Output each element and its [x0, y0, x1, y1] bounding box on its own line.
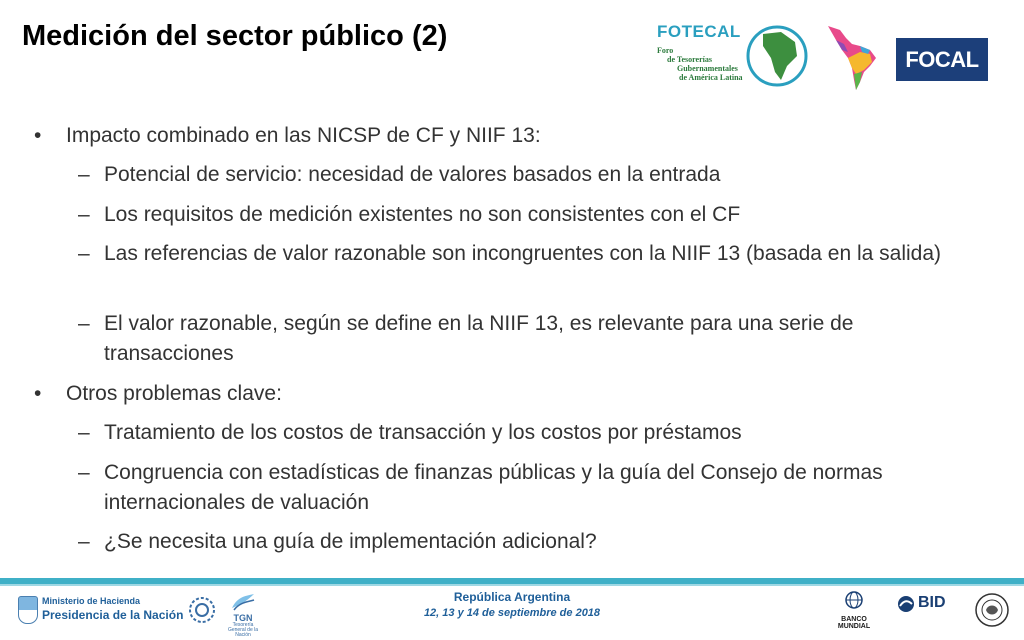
event-dates: 12, 13 y 14 de septiembre de 2018 [423, 607, 601, 619]
dash-marker: – [78, 203, 90, 226]
south-america-map-icon [745, 22, 809, 90]
sub-bullet-item: Potencial de servicio: necesidad de valores basados en la entrada [104, 163, 721, 186]
bullet-item: Impacto combinado en las NICSP de CF y NIIF 13: [66, 124, 541, 147]
focal-logo: FOCAL [896, 38, 988, 81]
bid-name: BID [918, 594, 946, 611]
dash-marker: – [78, 163, 90, 186]
tgn-logo [226, 592, 260, 638]
bullet-item: Otros problemas clave: [66, 382, 282, 405]
globe-icon [844, 590, 864, 610]
sub-bullet-item: El valor razonable, según se define en la NIIF 13, es relevante para una serie de transacciones [104, 312, 854, 365]
latin-america-map-icon [826, 22, 886, 92]
sub-bullet-item: Los requisitos de medición existentes no son consistentes con el CF [104, 203, 741, 226]
fotecal-logo [655, 22, 815, 92]
banco-mundial-logo [826, 590, 882, 630]
event-info [380, 590, 644, 619]
dash-marker: – [78, 530, 90, 553]
flag-swoosh-icon [230, 592, 256, 612]
presidency-name: Presidencia de la Nación [42, 608, 184, 622]
dash-marker: – [78, 461, 90, 484]
gear-seal-icon [188, 596, 216, 624]
fotecal-line: de América Latina [679, 73, 743, 82]
fotecal-line: Foro [657, 46, 674, 55]
imf-seal-icon [974, 592, 1010, 628]
tgn-subtitle: Tesorería General de la Nación [227, 622, 259, 638]
slide-title: Medición del sector público (2) [22, 20, 448, 52]
ministry-name: Ministerio de Hacienda [42, 596, 141, 606]
sub-bullet-item: Las referencias de valor razonable son incongruentes con la NIIF 13 (basada en la salida) [104, 242, 941, 265]
sub-bullet-item: Congruencia con estadísticas de finanzas públicas y la guía del Consejo de normas internacionales de valuación [104, 461, 883, 514]
dash-marker: – [78, 421, 90, 444]
dash-marker: – [78, 312, 90, 335]
fotecal-name: FOTECAL [657, 22, 741, 41]
tgn-label: TGN [233, 613, 253, 623]
bid-emblem-icon [896, 594, 916, 614]
country-label: República Argentina [453, 590, 571, 604]
banco-mundial-name: BANCO MUNDIAL [837, 616, 871, 630]
bullet-marker: • [34, 124, 42, 147]
fotecal-line: Gubernamentales [677, 64, 738, 73]
footer-divider-light [0, 584, 1024, 586]
dash-marker: – [78, 242, 90, 265]
argentina-shield-icon [18, 596, 38, 624]
bullet-marker: • [34, 382, 42, 405]
fotecal-line: de Tesorerías [667, 55, 712, 64]
sub-bullet-item: ¿Se necesita una guía de implementación adicional? [104, 530, 597, 553]
sub-bullet-item: Tratamiento de los costos de transacción y los costos por préstamos [104, 421, 742, 444]
